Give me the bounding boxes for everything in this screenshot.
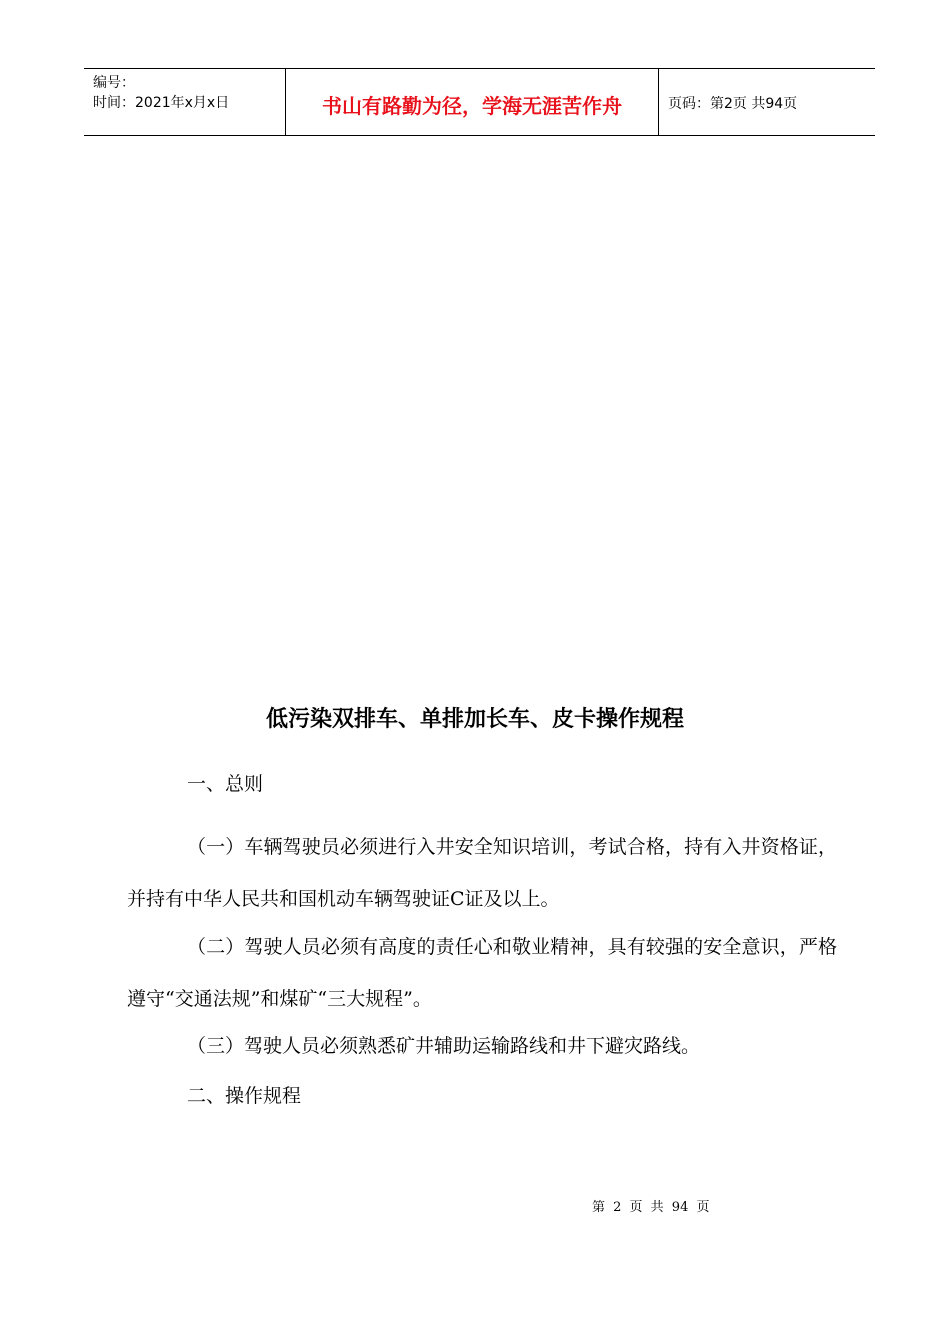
document-number-label: 编号： (93, 75, 135, 91)
paragraph-3: （三）驾驶人员必须熟悉矿井辅助运输路线和井下避灾路线。 (187, 1035, 701, 1057)
header-motto: 书山有路勤为径，学海无涯苦作舟 (322, 93, 622, 118)
document-title: 低污染双排车、单排加长车、皮卡操作规程 (265, 707, 684, 732)
section-heading-procedures: 二、操作规程 (187, 1085, 302, 1107)
section-heading-general: 一、总则 (187, 773, 264, 795)
paragraph-2: （二）驾驶人员必须有高度的责任心和敬业精神，具有较强的安全意识，严格遵守“交通法规”和煤矿“三大规程”。 (127, 936, 837, 1010)
page-footer: 第 2 页 共 94 页 (592, 1200, 710, 1215)
paragraph-1: （一）车辆驾驶员必须进行入井安全知识培训，考试合格，持有入井资格证，并持有中华人民共和国机动车辆驾驶证C证及以上。 (127, 836, 837, 910)
document-date-label: 时间：2021年x月x日 (93, 95, 230, 111)
header-page-info: 页码：第2页 共94页 (668, 96, 798, 112)
header-motto-cell (285, 69, 659, 135)
header-table (84, 68, 875, 136)
header-meta-cell (84, 69, 285, 135)
header-page-cell (659, 69, 875, 135)
